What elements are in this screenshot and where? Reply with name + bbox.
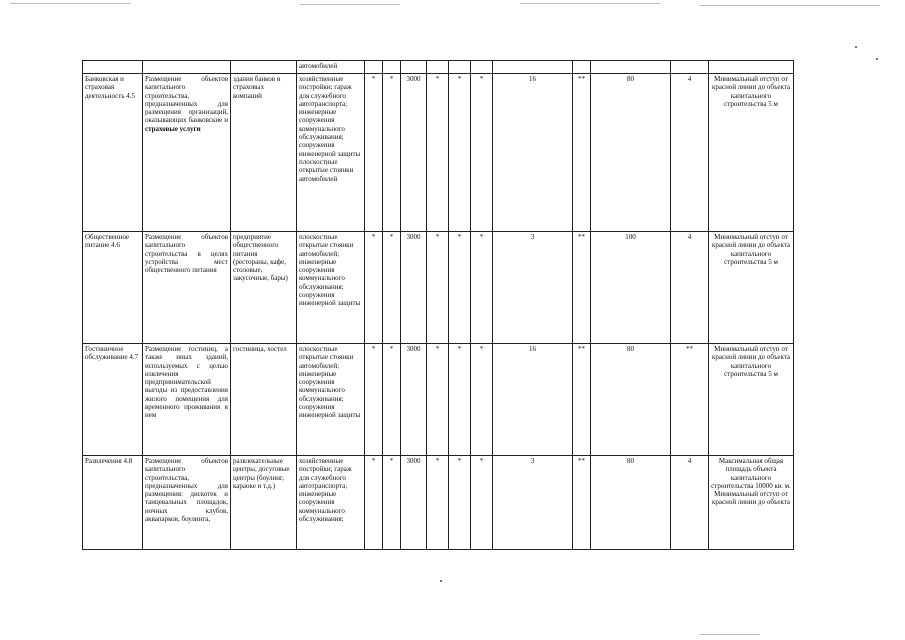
- value-cell: *: [471, 456, 493, 550]
- value-cell: [383, 61, 401, 74]
- main-objects-cell: гостиница, хостел: [231, 344, 297, 456]
- value-cell: 4: [671, 456, 709, 550]
- use-description-cell: [143, 74, 231, 232]
- value-cell: *: [383, 232, 401, 344]
- value-cell: *: [471, 344, 493, 456]
- value-cell: *: [365, 344, 383, 456]
- value-cell: *: [427, 344, 449, 456]
- value-cell: 3: [493, 232, 573, 344]
- value-cell: *: [449, 232, 471, 344]
- value-cell: *: [383, 74, 401, 232]
- table-row: [83, 61, 794, 74]
- value-cell: *: [427, 74, 449, 232]
- use-name-cell: [83, 61, 143, 74]
- value-cell: 16: [493, 344, 573, 456]
- value-cell: 80: [591, 344, 671, 456]
- value-cell: 3: [493, 456, 573, 550]
- value-cell: 3000: [401, 456, 427, 550]
- scan-artifact-line: [700, 634, 760, 635]
- use-name-cell: Банковская и страховая деятельность 4.5: [83, 74, 143, 232]
- note-cell: Минимальный отступ от красной линии до объекта капитального строительства 5 м: [709, 232, 794, 344]
- value-cell: *: [427, 456, 449, 550]
- value-cell: [471, 61, 493, 74]
- value-cell: **: [671, 344, 709, 456]
- value-cell: [671, 61, 709, 74]
- value-cell: [427, 61, 449, 74]
- use-name-cell: Развлечения 4.8: [83, 456, 143, 550]
- table-row: [83, 232, 794, 344]
- value-cell: 3000: [401, 74, 427, 232]
- scan-artifact-dot: [440, 580, 442, 582]
- value-cell: 80: [591, 74, 671, 232]
- value-cell: *: [365, 74, 383, 232]
- value-cell: *: [449, 74, 471, 232]
- regulations-table: [82, 60, 794, 550]
- main-objects-cell: предприятие общественного питания (рестораны, кафе, столовые, закусочные, бары): [231, 232, 297, 344]
- value-cell: 16: [493, 74, 573, 232]
- value-cell: *: [449, 344, 471, 456]
- value-cell: **: [573, 74, 591, 232]
- value-cell: [591, 61, 671, 74]
- value-cell: [573, 61, 591, 74]
- value-cell: 3000: [401, 344, 427, 456]
- value-cell: **: [573, 344, 591, 456]
- note-cell: Максимальная общая площадь объекта капитального строительства 10000 кв. м. Минимальный отступ от красной линии до объекта: [709, 456, 794, 550]
- value-cell: *: [383, 456, 401, 550]
- main-objects-cell: развлекательные центры, досуговые центры (боулинг, караоке и т.д.): [231, 456, 297, 550]
- scan-artifact-line: [300, 4, 400, 5]
- value-cell: [493, 61, 573, 74]
- description-bold-text: страховые услуги: [145, 124, 201, 133]
- auxiliary-objects-cell: плоскостные открытые стоянки автомобилей; инженерные сооружения коммунального обслуживания; сооружения инженерной защиты: [297, 232, 365, 344]
- scan-artifact-line: [10, 3, 130, 4]
- use-description-cell: Размещение объектов капитального строительства в целях устройства мест общественного питания: [143, 232, 231, 344]
- value-cell: 4: [671, 232, 709, 344]
- use-description-cell: [143, 61, 231, 74]
- value-cell: 3000: [401, 232, 427, 344]
- use-name-cell: Гостиничное обслуживание 4.7: [83, 344, 143, 456]
- use-description-cell: Размещение объектов капитального строительства, предназначенных для размещения: дискотек и танцевальных площадок, ночных клубов, аквапарков, боулинга,: [143, 456, 231, 550]
- table-row: [83, 344, 794, 456]
- auxiliary-objects-cell: автомобилей: [297, 61, 365, 74]
- value-cell: *: [471, 74, 493, 232]
- auxiliary-objects-cell: хозяйственные постройки; гараж для служебного автотранспорта; инженерные сооружения коммунального обслуживания; сооружения инженерной защиты плоскостные открытые стоянки автомобилей: [297, 74, 365, 232]
- value-cell: *: [471, 232, 493, 344]
- value-cell: *: [449, 456, 471, 550]
- table-row: [83, 456, 794, 550]
- main-objects-cell: [231, 61, 297, 74]
- value-cell: 80: [591, 456, 671, 550]
- description-text: Размещение объектов капитального строительства, предназначенных для размещения организаций, оказывающих банковские и: [145, 75, 228, 125]
- main-objects-cell: здания банков и страховых компаний: [231, 74, 297, 232]
- value-cell: *: [427, 232, 449, 344]
- table-row: [83, 74, 794, 232]
- scan-artifact-dot: [876, 58, 878, 60]
- note-cell: [709, 61, 794, 74]
- value-cell: *: [383, 344, 401, 456]
- value-cell: **: [573, 232, 591, 344]
- use-name-cell: Общественное питание 4.6: [83, 232, 143, 344]
- value-cell: 4: [671, 74, 709, 232]
- value-cell: *: [365, 232, 383, 344]
- use-description-cell: Размещение гостиниц, а также иных зданий, используемых с целью извлечения предпринимательской выгоды из предоставления жилого помещения для временного проживания в нем: [143, 344, 231, 456]
- scan-artifact-line: [520, 3, 660, 4]
- note-cell: Минимальный отступ от красной линии до объекта капитального строительства 5 м: [709, 74, 794, 232]
- value-cell: *: [365, 456, 383, 550]
- note-cell: Минимальный отступ от красной линии до объекта капитального строительства 5 м: [709, 344, 794, 456]
- value-cell: [365, 61, 383, 74]
- auxiliary-objects-cell: хозяйственные постройки; гараж для служебного автотранспорта; инженерные сооружения коммунального обслуживания;: [297, 456, 365, 550]
- scan-artifact-dot: [855, 46, 857, 48]
- scan-artifact-line: [700, 5, 880, 6]
- value-cell: [401, 61, 427, 74]
- value-cell: [449, 61, 471, 74]
- value-cell: 100: [591, 232, 671, 344]
- value-cell: **: [573, 456, 591, 550]
- auxiliary-objects-cell: плоскостные открытые стоянки автомобилей; инженерные сооружения коммунального обслуживания; сооружения инженерной защиты: [297, 344, 365, 456]
